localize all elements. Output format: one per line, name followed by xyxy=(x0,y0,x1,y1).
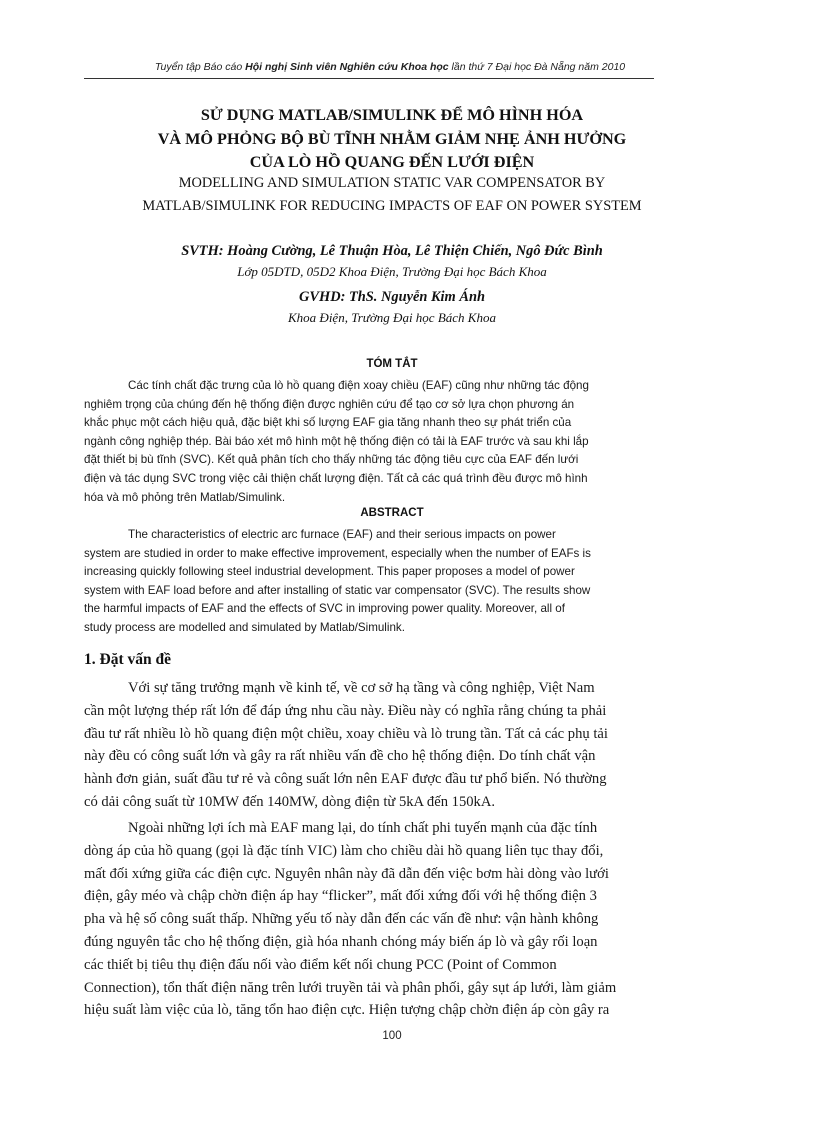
header-conference: Hội nghị Sinh viên Nghiên cứu Khoa học xyxy=(245,61,449,73)
body-paragraph-2 xyxy=(84,817,700,1022)
running-header xyxy=(100,61,680,73)
paragraph-line: pha và hệ số công suất thấp. Những yếu tố này dẫn đến các vấn đề như: vận hành không xyxy=(84,911,599,928)
abstract-en-line: The characteristics of electric arc furnace (EAF) and their serious impacts on power xyxy=(128,528,556,541)
paragraph-line: đầu tư rất nhiều lò hồ quang điện một chiều, xoay chiều và lò trung tần. Tất cả các phụ tải xyxy=(84,725,608,742)
page-number: 100 xyxy=(382,1030,402,1042)
title-en-line: MODELLING AND SIMULATION STATIC VAR COMPENSATOR BY xyxy=(178,175,606,191)
abstract-vn-line: hóa và mô phỏng trên Matlab/Simulink. xyxy=(84,490,286,504)
advisor: GVHD: ThS. Nguyễn Kim Ánh xyxy=(299,289,485,305)
abstract-en-line: increasing quickly following steel industrial development. This paper proposes a model of power xyxy=(84,565,575,579)
paragraph-line: Ngoài những lợi ích mà EAF mang lại, do tính chất phi tuyến mạnh của đặc tính xyxy=(128,820,598,836)
title-vn-line: CỦA LÒ HỒ QUANG ĐẾN LƯỚI ĐIỆN xyxy=(249,153,535,171)
header-prefix: Tuyển tập Báo cáo xyxy=(154,61,246,73)
title-en-line: MATLAB/SIMULINK FOR REDUCING IMPACTS OF EAF ON POWER SYSTEM xyxy=(142,198,642,214)
section-heading: 1. Đặt vấn đề xyxy=(84,651,171,668)
paragraph-line: dòng áp của hồ quang (gọi là đặc tính VIC) làm cho chiều dài hồ quang liên tục thay đổi, xyxy=(84,842,604,859)
paragraph-line: Với sự tăng trưởng mạnh về kinh tế, về cơ sở hạ tầng và công nghiệp, Việt Nam xyxy=(128,680,595,696)
student-affiliation: Lớp 05DTD, 05D2 Khoa Điện, Trường Đại học Bách Khoa xyxy=(237,264,547,279)
paragraph-line: này đều có công suất lớn và gây ra rất nhiều vấn đề cho hệ thống điện. Do tính chất vận xyxy=(84,748,596,765)
paragraph-line: đúng nguyên tắc cho hệ thống điện, già hóa nhanh chóng máy biến áp lò và gây rối loạn xyxy=(84,933,598,950)
paragraph-line: hiệu suất làm việc của lò, tăng tổn hao điện cực. Hiện tượng chập chờn điện áp còn gây ra xyxy=(84,1002,610,1019)
abstract-vn-line: khắc phục một cách hiệu quả, đặc biệt khi số lượng EAF gia tăng nhanh theo sự phát triển của xyxy=(84,416,572,430)
paragraph-line: mất đối xứng giữa các điện cực. Nguyên nhân này đã dẫn đến việc bơm hài dòng vào lưới xyxy=(84,865,609,882)
abstract-en-line: study process are modelled and simulated by Matlab/Simulink. xyxy=(84,620,405,634)
abstract-en-line: the harmful impacts of EAF and the effects of SVC in improving power quality. Moreover, all of xyxy=(84,602,565,616)
abstract-vn-heading: TÓM TẮT xyxy=(366,358,418,370)
paragraph-line: điện, gây méo và chập chờn điện áp hay “flicker”, mất đối xứng đối với hệ thống điện 3 xyxy=(84,888,597,905)
abstract-en-line: system are studied in order to make effective improvement, especially when the number of EAFs is xyxy=(84,546,591,560)
paragraph-line: các thiết bị tiêu thụ điện đấu nối vào điểm kết nối chung PCC (Point of Common xyxy=(84,956,557,973)
abstract-vn-line: Các tính chất đặc trưng của lò hồ quang điện xoay chiều (EAF) cũng như những tác động xyxy=(128,379,589,392)
paper-title-en xyxy=(84,172,700,218)
abstract-en-heading: ABSTRACT xyxy=(360,507,424,519)
paragraph-line: Connection), tổn thất điện năng trên lưới truyền tải và phân phối, gây sụt áp lưới, làm giảm xyxy=(84,979,617,996)
paragraph-line: hành đơn giản, suất đầu tư rẻ và công suất lớn nên EAF được đầu tư phổ biến. Nó thường xyxy=(84,771,607,788)
title-vn-line: SỬ DỤNG MATLAB/SIMULINK ĐỂ MÔ HÌNH HÓA xyxy=(200,106,584,124)
paper-title-vn xyxy=(84,104,700,175)
abstract-vn-line: ngành công nghiệp thép. Bài báo xét mô hình một hệ thống điện có tải là EAF trước và sau khi lắp xyxy=(84,434,589,448)
abstract-en-line: system with EAF load before and after installing of static var compensator (SVC). The results show xyxy=(84,583,591,597)
abstract-vn-line: điện và tác dụng SVC trong việc cải thiện chất lượng điện. Tất cả các quá trình đều được mô hình xyxy=(84,471,588,485)
advisor-affiliation: Khoa Điện, Trường Đại học Bách Khoa xyxy=(288,310,496,325)
header-suffix: lần thứ 7 Đại học Đà Nẵng năm 2010 xyxy=(448,61,626,73)
header-rule xyxy=(84,78,654,79)
paragraph-line: cần một lượng thép rất lớn để đáp ứng nhu cầu này. Điều này có nghĩa rằng chúng ta phải xyxy=(84,702,607,719)
paragraph-line: có dải công suất từ 10MW đến 140MW, dòng điện từ 5kA đến 150kA. xyxy=(84,793,496,810)
abstract-vn-line: nghiêm trọng của chúng đến hệ thống điện được nghiên cứu để tạo cơ sở lựa chọn phương án xyxy=(84,397,575,411)
student-authors: SVTH: Hoàng Cường, Lê Thuận Hòa, Lê Thiện Chiến, Ngô Đức Bình xyxy=(181,243,603,259)
title-vn-line: VÀ MÔ PHỎNG BỘ BÙ TĨNH NHẰM GIẢM NHẸ ẢNH HƯỞNG xyxy=(157,129,627,148)
body-paragraph-1 xyxy=(84,677,700,814)
abstract-vn-line: đặt thiết bị bù tĩnh (SVC). Kết quả phân tích cho thấy những tác động tiêu cực của EAF đến lưới xyxy=(84,453,579,467)
abstract-en-body xyxy=(84,526,700,638)
abstract-vn-body xyxy=(84,377,700,507)
